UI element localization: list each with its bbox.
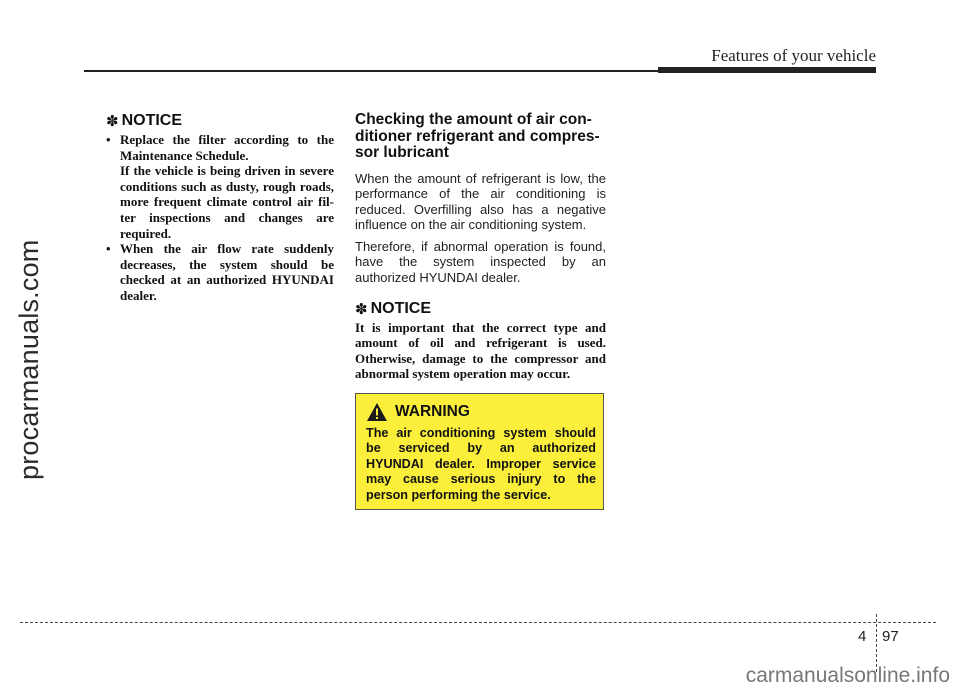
middle-column — [355, 112, 606, 382]
bullet-text: When the air flow rate suddenly decreases, the system should be checked at an authorized HYUNDAI dealer. — [120, 241, 334, 303]
notice-bullet-item — [106, 241, 334, 303]
notice-block — [355, 300, 606, 382]
warning-text: The air conditioning system should be serviced by an authorized HYUNDAI dealer. Improper service may cause serious injury to the person performing the service. — [366, 426, 596, 502]
notice-star-icon: ✽ — [355, 300, 368, 318]
side-watermark: procarmanuals.com — [14, 239, 44, 480]
notice-heading — [355, 300, 606, 318]
page-number: 97 — [882, 628, 899, 645]
footer-watermark: carmanualsonline.info — [745, 664, 950, 687]
notice-bullet-list — [106, 132, 334, 304]
notice-heading — [106, 112, 334, 130]
left-column — [106, 112, 334, 304]
warning-header — [366, 402, 596, 422]
footer-divider — [20, 622, 936, 623]
warning-box — [355, 393, 604, 510]
bullet-text: If the vehicle is being driven in severe conditions such as dusty, rough roads, more frequent climate control air fil-ter inspections and changes are required. — [120, 163, 334, 241]
body-paragraph: When the amount of refrigerant is low, the performance of the air conditioning is reduced. Overfilling also has a negative influence on the air conditioning system. — [355, 170, 606, 233]
notice-bullet-item — [106, 132, 334, 241]
notice-heading-label: NOTICE — [370, 299, 432, 317]
running-header-title: Features of your vehicle — [711, 46, 876, 65]
warning-title: WARNING — [395, 403, 470, 420]
section-title: Checking the amount of air con-ditioner refrigerant and compres-sor lubricant — [355, 111, 600, 161]
bullet-icon: • — [106, 241, 111, 257]
header-rule-accent — [658, 67, 876, 73]
header-rule — [84, 70, 660, 72]
bullet-text: Replace the filter according to the Maintenance Schedule. — [120, 132, 334, 163]
bullet-icon: • — [106, 132, 111, 147]
notice-heading-label: NOTICE — [121, 112, 183, 129]
warning-triangle-icon — [366, 402, 388, 422]
notice-star-icon: ✽ — [106, 113, 119, 130]
body-paragraph: Therefore, if abnormal operation is found, have the system inspected by an authorized HYUNDAI dealer. — [355, 238, 606, 286]
chapter-number: 4 — [858, 628, 867, 645]
notice-text: It is important that the correct type and amount of oil and refrigerant is used. Otherwise, damage to the compressor and abnormal system operation may occur. — [355, 319, 606, 382]
